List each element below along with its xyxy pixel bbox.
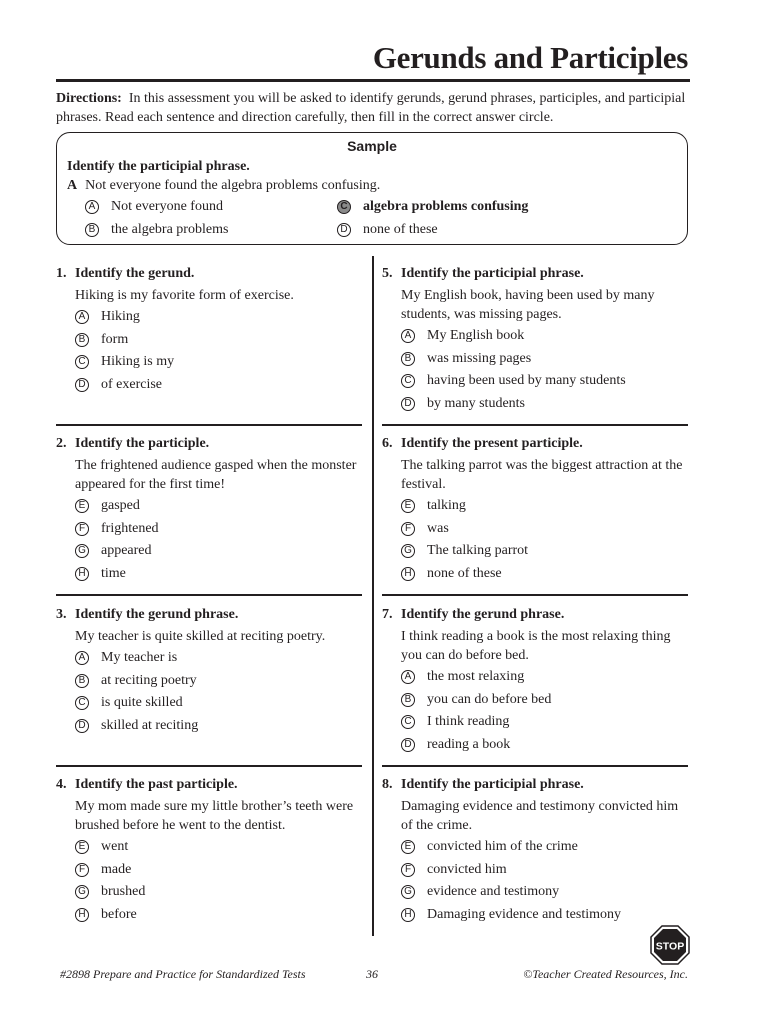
answer-option[interactable] — [401, 711, 692, 734]
answer-option[interactable] — [401, 518, 692, 541]
answer-bubble[interactable]: D — [75, 378, 89, 392]
answer-options — [401, 495, 692, 585]
question-sentence: My mom made sure my little brother’s teeth were brushed before he went to the dentist. — [75, 799, 354, 833]
option-text: Hiking is my — [101, 354, 175, 370]
answer-bubble[interactable]: C — [401, 374, 415, 388]
question-prompt-text: Identify the participle. — [75, 436, 210, 451]
option-text: Hiking — [101, 309, 140, 325]
answer-option[interactable] — [75, 495, 366, 518]
answer-bubble[interactable]: G — [401, 885, 415, 899]
answer-bubble[interactable]: C — [75, 696, 89, 710]
option-text: I think reading — [427, 714, 510, 730]
answer-option[interactable] — [75, 904, 366, 927]
answer-option[interactable] — [75, 881, 366, 904]
title-rule — [56, 79, 690, 82]
option-text: by many students — [427, 396, 525, 412]
question-prompt-text: Identify the participial phrase. — [401, 777, 584, 792]
answer-bubble[interactable]: F — [75, 522, 89, 536]
answer-options — [401, 325, 692, 415]
answer-bubble[interactable]: E — [401, 840, 415, 854]
answer-bubble[interactable]: H — [401, 567, 415, 581]
option-text: you can do before bed — [427, 691, 552, 707]
sample-prompt: Identify the participial phrase. — [67, 159, 250, 174]
answer-option[interactable] — [401, 540, 692, 563]
answer-option[interactable] — [401, 734, 692, 757]
answer-bubble[interactable]: E — [75, 840, 89, 854]
answer-bubble[interactable]: E — [75, 499, 89, 513]
answer-option[interactable] — [75, 836, 366, 859]
option-text: was — [427, 520, 449, 536]
answer-bubble[interactable]: B — [75, 333, 89, 347]
row-divider-right — [382, 594, 688, 596]
question-prompt — [382, 266, 692, 282]
option-text: talking — [427, 498, 466, 514]
answer-options — [401, 836, 692, 926]
answer-option[interactable] — [75, 563, 366, 586]
answer-bubble[interactable]: C — [75, 355, 89, 369]
answer-bubble[interactable]: E — [401, 499, 415, 513]
question-prompt-text: Identify the present participle. — [401, 436, 583, 451]
question-3 — [56, 607, 366, 737]
answer-option[interactable] — [401, 666, 692, 689]
sample-sentence — [67, 178, 380, 194]
row-divider-left — [56, 765, 362, 767]
answer-bubble[interactable]: D — [75, 719, 89, 733]
option-text: is quite skilled — [101, 695, 183, 711]
sample-box — [56, 132, 688, 245]
answer-option[interactable] — [75, 715, 366, 738]
question-number: 7. — [382, 607, 393, 622]
answer-bubble[interactable]: A — [401, 670, 415, 684]
answer-option[interactable] — [401, 325, 692, 348]
directions-text: In this assessment you will be asked to identify gerunds, gerund phrases, participles, and participial phrases. Read each sentence and direction carefully, then fill in the correct answer circle. — [56, 91, 686, 125]
answer-bubble[interactable]: G — [75, 544, 89, 558]
answer-options — [75, 495, 366, 585]
page-title: Gerunds and Participles — [372, 40, 688, 75]
option-text: convicted him of the crime — [427, 839, 578, 855]
question-7 — [382, 607, 692, 756]
option-text: gasped — [101, 498, 140, 514]
answer-bubble[interactable]: G — [75, 885, 89, 899]
answer-options — [75, 836, 366, 926]
answer-options — [401, 666, 692, 756]
answer-option[interactable] — [75, 859, 366, 882]
answer-option[interactable] — [75, 540, 366, 563]
directions-label: Directions: — [56, 91, 122, 106]
column-divider — [372, 256, 374, 936]
question-prompt-text: Identify the gerund. — [75, 266, 195, 281]
option-text: time — [101, 566, 126, 582]
answer-option[interactable] — [401, 881, 692, 904]
answer-bubble[interactable]: D — [337, 223, 351, 237]
answer-option[interactable] — [401, 836, 692, 859]
answer-bubble[interactable]: G — [401, 544, 415, 558]
question-5 — [382, 266, 692, 415]
answer-option[interactable] — [401, 689, 692, 712]
question-sentence: I think reading a book is the most relaxing thing you can do before bed. — [401, 629, 671, 663]
option-text: at reciting poetry — [101, 672, 197, 688]
answer-bubble[interactable]: D — [401, 738, 415, 752]
answer-bubble[interactable]: H — [75, 567, 89, 581]
answer-option[interactable] — [75, 374, 366, 397]
question-prompt-text: Identify the past participle. — [75, 777, 238, 792]
option-text: went — [101, 839, 129, 855]
answer-bubble[interactable]: C — [337, 200, 351, 214]
option-text: none of these — [363, 222, 438, 237]
row-divider-left — [56, 424, 362, 426]
answer-option[interactable] — [401, 348, 692, 371]
question-sentence: My teacher is quite skilled at reciting poetry. — [75, 629, 326, 644]
option-text: before — [101, 907, 137, 923]
sample-option[interactable] — [85, 199, 223, 215]
option-text: the algebra problems — [111, 222, 229, 237]
answer-bubble[interactable]: B — [75, 674, 89, 688]
answer-bubble[interactable]: A — [75, 310, 89, 324]
question-number: 5. — [382, 266, 393, 281]
answer-option[interactable] — [75, 306, 366, 329]
answer-bubble[interactable]: H — [75, 908, 89, 922]
question-4 — [56, 777, 366, 926]
question-8 — [382, 777, 692, 926]
question-number: 2. — [56, 436, 67, 451]
row-divider-left — [56, 594, 362, 596]
question-2 — [56, 436, 366, 585]
answer-option[interactable] — [401, 859, 692, 882]
answer-bubble[interactable]: C — [401, 715, 415, 729]
question-number: 3. — [56, 607, 67, 622]
option-text: brushed — [101, 884, 146, 900]
question-prompt — [56, 607, 366, 623]
answer-option[interactable] — [401, 904, 692, 927]
question-sentence: The talking parrot was the biggest attraction at the festival. — [401, 458, 683, 492]
question-6 — [382, 436, 692, 585]
footer-copyright: ©Teacher Created Resources, Inc. — [523, 967, 688, 981]
option-text: form — [101, 331, 129, 347]
option-text: having been used by many students — [427, 373, 626, 389]
question-prompt — [382, 777, 692, 793]
answer-options — [75, 306, 366, 396]
option-text: the most relaxing — [427, 669, 525, 685]
answer-bubble[interactable]: B — [85, 223, 99, 237]
answer-option[interactable] — [75, 647, 366, 670]
answer-bubble[interactable]: A — [85, 200, 99, 214]
answer-bubble[interactable]: H — [401, 908, 415, 922]
question-sentence: Hiking is my favorite form of exercise. — [75, 288, 294, 303]
question-prompt-text: Identify the gerund phrase. — [75, 607, 239, 622]
sample-sentence-text: Not everyone found the algebra problems confusing. — [85, 178, 381, 193]
option-text: frightened — [101, 520, 159, 536]
answer-option[interactable] — [75, 351, 366, 374]
option-text: Damaging evidence and testimony — [427, 907, 621, 923]
answer-option[interactable] — [75, 692, 366, 715]
answer-option[interactable] — [401, 370, 692, 393]
question-prompt-text: Identify the participial phrase. — [401, 266, 584, 281]
question-prompt — [382, 607, 692, 623]
option-text: My teacher is — [101, 650, 178, 666]
answer-option[interactable] — [75, 329, 366, 352]
option-text: algebra problems confusing — [363, 199, 529, 214]
footer-publication: #2898 Prepare and Practice for Standardized Tests — [60, 967, 306, 981]
option-text: reading a book — [427, 737, 511, 753]
answer-bubble[interactable]: A — [401, 329, 415, 343]
option-text: convicted him — [427, 861, 507, 877]
stop-sign-text: STOP — [655, 940, 685, 953]
question-sentence: The frightened audience gasped when the monster appeared for the first time! — [75, 458, 357, 492]
sample-option[interactable] — [337, 199, 528, 215]
sample-option[interactable] — [337, 222, 438, 238]
option-text: appeared — [101, 543, 152, 559]
answer-bubble[interactable]: F — [75, 863, 89, 877]
option-text: none of these — [427, 566, 502, 582]
answer-option[interactable] — [75, 670, 366, 693]
option-text: My English book — [427, 328, 525, 344]
option-text: made — [101, 861, 132, 877]
question-sentence: My English book, having been used by many students, was missing pages. — [401, 288, 655, 322]
answer-option[interactable] — [75, 518, 366, 541]
answer-bubble[interactable]: B — [401, 352, 415, 366]
answer-option[interactable] — [401, 393, 692, 416]
option-text: Not everyone found — [111, 199, 223, 214]
question-number: 4. — [56, 777, 67, 792]
option-text: skilled at reciting — [101, 718, 199, 734]
row-divider-right — [382, 424, 688, 426]
answer-bubble[interactable]: A — [75, 651, 89, 665]
question-prompt — [382, 436, 692, 452]
option-text: of exercise — [101, 377, 163, 393]
answer-bubble[interactable]: F — [401, 522, 415, 536]
question-number: 1. — [56, 266, 67, 281]
question-sentence: Damaging evidence and testimony convicted him of the crime. — [401, 799, 679, 833]
sample-letter: A — [67, 178, 78, 193]
option-text: The talking parrot — [427, 543, 529, 559]
stop-sign-icon — [650, 925, 690, 965]
question-1 — [56, 266, 366, 396]
question-number: 6. — [382, 436, 393, 451]
option-text: evidence and testimony — [427, 884, 560, 900]
answer-option[interactable] — [401, 563, 692, 586]
answer-bubble[interactable]: F — [401, 863, 415, 877]
option-text: was missing pages — [427, 350, 532, 366]
answer-options — [75, 647, 366, 737]
answer-bubble[interactable]: B — [401, 693, 415, 707]
question-prompt — [56, 777, 366, 793]
directions — [56, 90, 696, 127]
answer-option[interactable] — [401, 495, 692, 518]
row-divider-right — [382, 765, 688, 767]
answer-bubble[interactable]: D — [401, 397, 415, 411]
question-prompt — [56, 436, 366, 452]
sample-label: Sample — [347, 138, 397, 154]
sample-option[interactable] — [85, 222, 228, 238]
question-number: 8. — [382, 777, 393, 792]
footer-page-number: 36 — [366, 967, 378, 981]
question-prompt — [56, 266, 366, 282]
question-prompt-text: Identify the gerund phrase. — [401, 607, 565, 622]
